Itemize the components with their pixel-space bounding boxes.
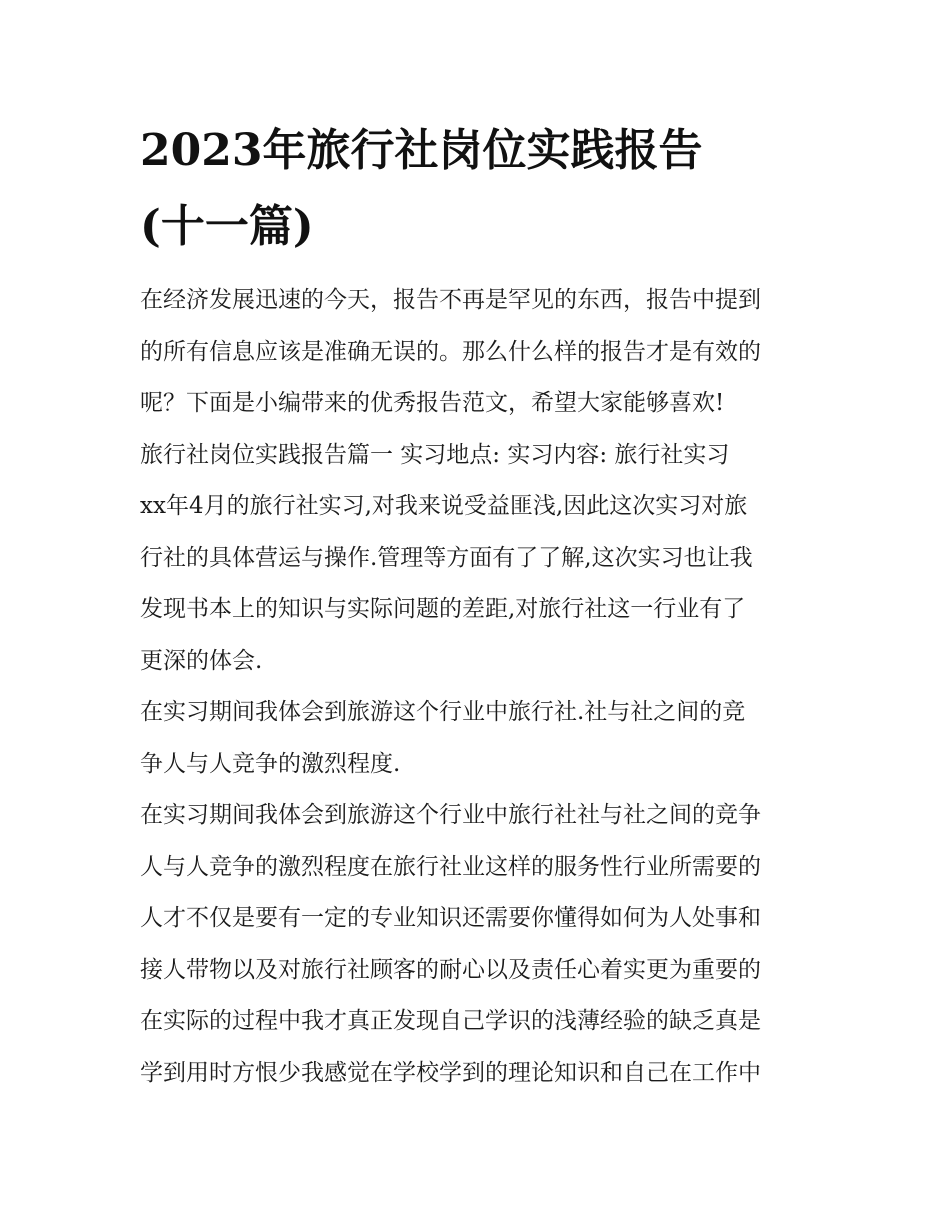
body-line: 行社的具体营运与操作.管理等方面有了了解,这次实习也让我 xyxy=(140,544,753,571)
document-title xyxy=(140,113,820,265)
body-line: 争人与人竞争的激烈程度. xyxy=(140,750,401,777)
body-line: 在实习期间我体会到旅游这个行业中旅行社.社与社之间的竞 xyxy=(140,699,746,725)
body-line: 发现书本上的知识与实际问题的差距,对旅行社这一行业有了 xyxy=(140,596,746,622)
body-line: 在实际的过程中我才真正发现自己学识的浅薄经验的缺乏真是 xyxy=(140,1008,761,1034)
body-line: 呢？下面是小编带来的优秀报告范文，希望大家能够喜欢! xyxy=(140,390,725,416)
body-line: 的所有信息应该是准确无误的。那么什么样的报告才是有效的 xyxy=(140,338,761,365)
body-line: 接人带物以及对旅行社顾客的耐心以及责任心着实更为重要的 xyxy=(140,956,761,983)
body-line: 更深的体会. xyxy=(140,647,263,674)
body-line: 学到用时方恨少我感觉在学校学到的理论知识和自己在工作中 xyxy=(140,1059,761,1086)
title-line-1: 2023年旅行社岗位实践报告 xyxy=(140,125,703,176)
body-line: 旅行社岗位实践报告篇一 实习地点: 实习内容: 旅行社实习 xyxy=(140,441,730,468)
body-line: xx年4月的旅行社实习,对我来说受益匪浅,因此这次实习对旅 xyxy=(140,493,748,519)
title-line-2: (十一篇) xyxy=(140,201,314,252)
body-line: 人与人竞争的激烈程度在旅行社业这样的服务性行业所需要的 xyxy=(140,853,761,880)
document-body xyxy=(140,280,812,1104)
body-line: 在实习期间我体会到旅游这个行业中旅行社社与社之间的竞争 xyxy=(140,802,761,828)
body-line: 人才不仅是要有一定的专业知识还需要你懂得如何为人处事和 xyxy=(140,905,761,931)
body-line: 在经济发展迅速的今天，报告不再是罕见的东西，报告中提到 xyxy=(140,287,761,313)
